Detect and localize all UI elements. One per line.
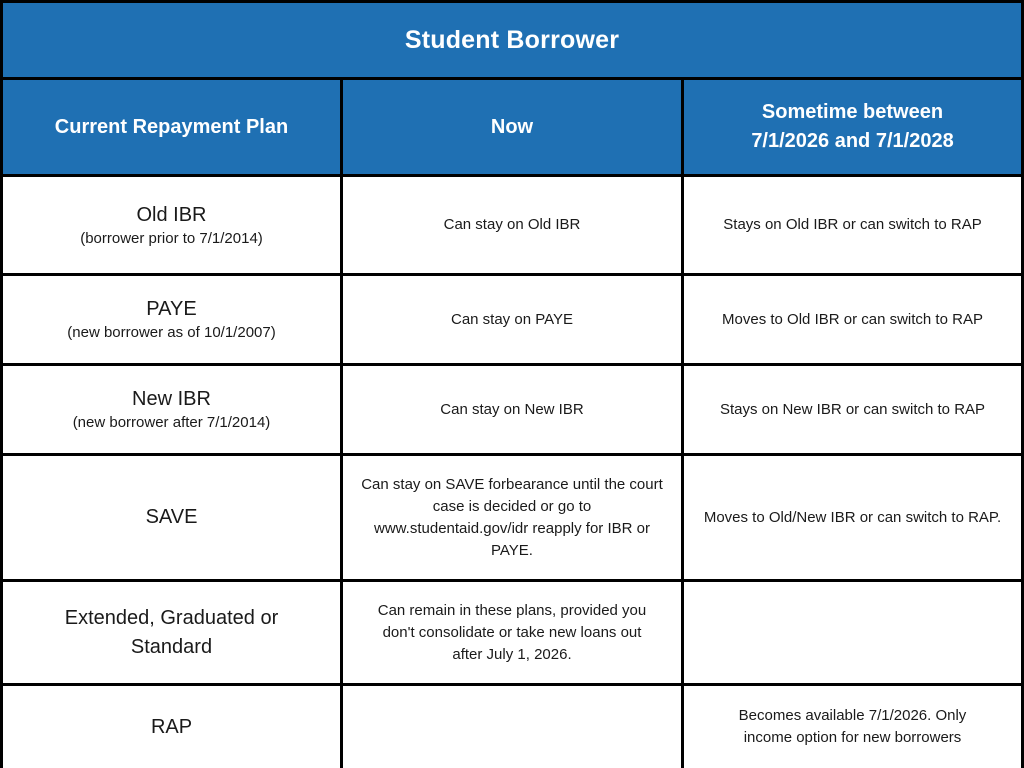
row-paye-now [343, 276, 681, 363]
now-text: Can stay on PAYE [450, 310, 573, 328]
row-paye-plan [3, 276, 340, 363]
table-title [3, 3, 1021, 77]
plan-name: RAP [150, 715, 193, 738]
row-paye-later [684, 276, 1021, 363]
plan-name: PAYE [146, 298, 197, 320]
header-current-plan [3, 80, 340, 174]
later-text: Moves to Old/New IBR or can switch to RAP. [703, 508, 1002, 526]
now-text: Can stay on Old IBR [443, 216, 581, 233]
plan-name: Old IBR [136, 203, 207, 226]
header-later-line1: Sometime between [761, 101, 944, 123]
row-extended-now [343, 582, 681, 683]
plan-name: Extended, Graduated or Standard [64, 606, 279, 658]
row-rap-now [343, 686, 681, 768]
row-new-ibr-later [684, 366, 1021, 453]
header-later [684, 80, 1021, 174]
later-text: Stays on Old IBR or can switch to RAP [723, 216, 982, 233]
row-new-ibr-now [343, 366, 681, 453]
row-rap-plan [3, 686, 340, 768]
now-text: Can stay on SAVE forbearance until the court case is decided or go to www.studentaid.gov/idr reapply for IBR or PAYE. [361, 475, 663, 559]
header-now [343, 80, 681, 174]
later-text: Stays on New IBR or can switch to RAP [719, 400, 986, 418]
later-text: Moves to Old IBR or can switch to RAP [722, 310, 983, 328]
plan-note: (new borrower after 7/1/2014) [72, 414, 271, 431]
now-text: Can stay on New IBR [440, 400, 584, 418]
row-extended-plan [3, 582, 340, 683]
now-text: Can remain in these plans, provided you don't consolidate or take new loans out after July 1, 2026. [377, 601, 647, 663]
header-current-plan-text: Current Repayment Plan [54, 115, 289, 138]
header-later-line2: 7/1/2026 and 7/1/2028 [751, 130, 954, 152]
row-rap-later [684, 686, 1021, 768]
plan-note: (borrower prior to 7/1/2014) [80, 229, 263, 247]
row-old-ibr-plan [3, 177, 340, 273]
plan-name: SAVE [145, 506, 198, 528]
plan-name: New IBR [132, 388, 211, 410]
later-text: Becomes available 7/1/2026. Only income option for new borrowers [738, 707, 967, 746]
row-old-ibr-now [343, 177, 681, 273]
row-save-now [343, 456, 681, 579]
row-save-plan [3, 456, 340, 579]
row-save-later [684, 456, 1021, 579]
header-now-text: Now [490, 115, 534, 138]
row-new-ibr-plan [3, 366, 340, 453]
row-extended-later [684, 582, 1021, 683]
table-title-text: Student Borrower [404, 25, 620, 54]
plan-note: (new borrower as of 10/1/2007) [67, 324, 276, 341]
row-old-ibr-later [684, 177, 1021, 273]
